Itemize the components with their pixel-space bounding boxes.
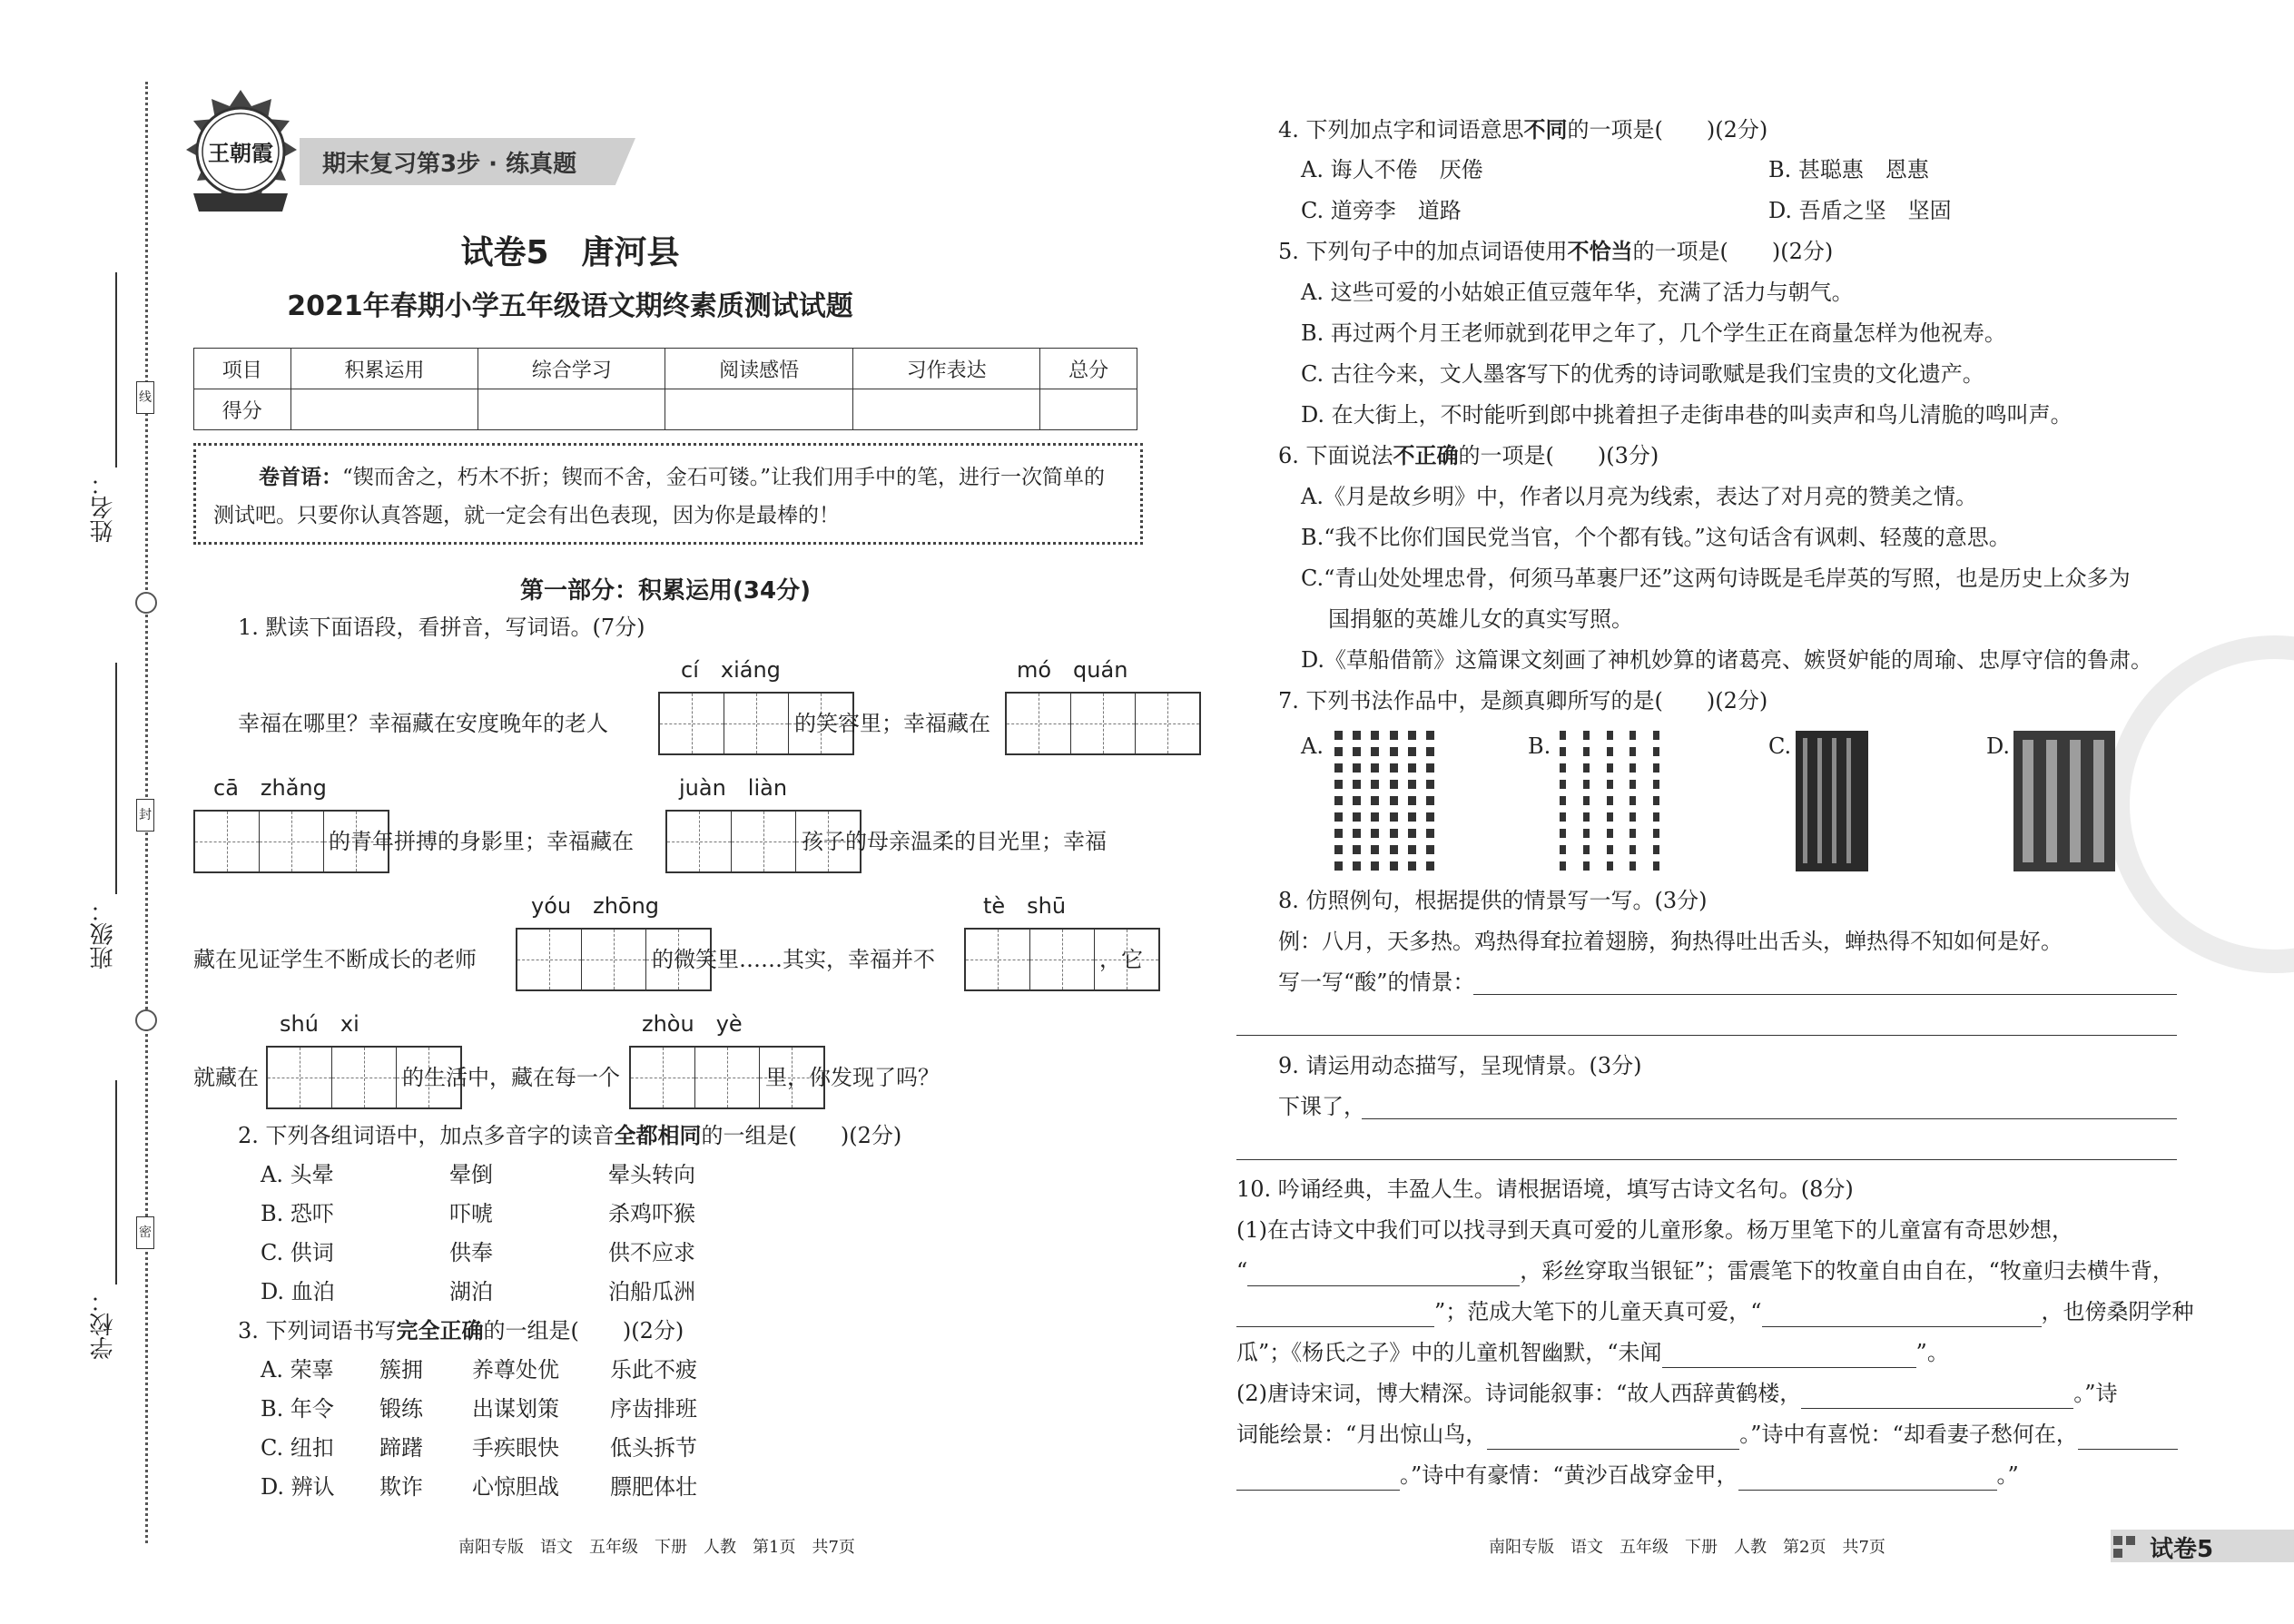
q4-option[interactable]: D. 吾盾之坚 坚固 [1768, 198, 1952, 223]
binding-tag-secret: 密 [136, 1216, 154, 1249]
q2-word: 供奉 [449, 1240, 493, 1265]
q3-word: 膘肥体壮 [610, 1474, 697, 1500]
binding-hole [135, 1009, 157, 1031]
badge-square [2113, 1536, 2122, 1545]
q5-option[interactable]: B. 再过两个月王老师就到花甲之年了，几个学生正在商量怎样为他祝寿。 [1301, 320, 2006, 346]
calligraphy-sample-b [1560, 731, 1659, 876]
q6-option[interactable]: D.《草船借箭》这篇课文刻画了神机妙算的诸葛亮、嫉贤妒能的周瑜、忠厚守信的鲁肃。 [1301, 647, 2153, 673]
q3-option[interactable]: D. 辨认 [261, 1474, 335, 1500]
score-header: 阅读感悟 [665, 349, 852, 389]
q8-prompt: 写一写“酸”的情景： [1278, 969, 1475, 995]
score-header: 习作表达 [852, 349, 1039, 389]
q6-option[interactable]: A.《月是故乡明》中，作者以月亮为线索，表达了对月亮的赞美之情。 [1301, 484, 1977, 509]
preface-label: 卷首语： [259, 465, 342, 489]
q10-paragraph: ”；范成大笔下的儿童天真可爱，“ ，也傍桑阴学种 [1236, 1296, 2194, 1327]
q10-paragraph: (1)在古诗文中我们可以找寻到天真可爱的儿童形象。杨万里笔下的儿童富有奇思妙想， [1236, 1217, 2073, 1243]
binding-hole [135, 592, 157, 614]
q10-blank[interactable] [1801, 1384, 2073, 1409]
q9-answer-line[interactable] [1362, 1118, 2177, 1119]
q9-answer-line[interactable] [1236, 1159, 2177, 1160]
q6-option-continued: 国捐躯的英雄儿女的真实写照。 [1328, 606, 1633, 632]
q6-option[interactable]: C.“青山处处埋忠骨，何须马革裹尸还”这两句诗既是毛岸英的写照，也是历史上众多为 [1301, 566, 2131, 591]
q3-word: 锻练 [379, 1396, 423, 1422]
q8-answer-line[interactable] [1236, 1035, 2177, 1036]
q1-text: 里，你发现了吗？ [765, 1065, 940, 1090]
q10-paragraph: (2)唐诗宋词，博大精深。诗词能叙事：“故人西辞黄鹤楼， 。”诗 [1236, 1378, 2118, 1409]
q8-example: 例：八月，天多热。鸡热得耷拉着翅膀，狗热得吐出舌头，蝉热得不知如何是好。 [1278, 929, 2063, 954]
q10-paragraph: “ ，彩丝穿取当银钲”；雷震笔下的牧童自由自在，“牧童归去横牛背， [1236, 1255, 2174, 1286]
answer-grid-moquan[interactable] [1005, 692, 1201, 755]
q10-blank[interactable] [1662, 1343, 1916, 1368]
q10-blank[interactable] [1487, 1425, 1739, 1450]
score-header: 总分 [1040, 349, 1137, 389]
score-cell[interactable] [290, 389, 478, 430]
score-row-label: 得分 [194, 389, 291, 430]
q1-text: 的青年拼搏的身影里；幸福藏在 [329, 829, 634, 854]
watermark-seal [2106, 635, 2294, 973]
q3-word: 序齿排班 [610, 1396, 697, 1422]
q3-word: 养尊处优 [472, 1357, 559, 1383]
score-header: 积累运用 [290, 349, 478, 389]
q9-prompt: 下课了， [1278, 1094, 1365, 1119]
q4-stem: 4. 下列加点字和词语意思不同的一项是( )(2分) [1278, 117, 1768, 143]
q2-option[interactable]: A. 头晕 [261, 1162, 334, 1187]
q10-blank[interactable] [1738, 1466, 1997, 1491]
logo-text: 王朝霞 [208, 140, 273, 166]
q8-answer-line[interactable] [1473, 994, 2177, 995]
q10-paragraph: 词能绘景：“月出惊山鸟， 。”诗中有喜悦：“却看妻子愁何在， [1236, 1419, 2178, 1450]
q5-option[interactable]: D. 在大街上，不时能听到郎中挑着担子走街串巷的叫卖声和鸟儿清脆的鸣叫声。 [1301, 402, 2072, 428]
pinyin: shú xi [280, 1011, 359, 1037]
q2-word: 晕倒 [449, 1162, 493, 1187]
score-header: 综合学习 [478, 349, 665, 389]
name-label: 姓名： [90, 472, 117, 543]
class-field[interactable] [115, 663, 117, 894]
q7-option-a[interactable]: A. [1301, 733, 1324, 759]
q10-blank[interactable] [1762, 1303, 2042, 1327]
badge-square [2113, 1549, 2122, 1558]
pinyin: cā zhǎng [213, 775, 327, 801]
q10-blank[interactable] [1236, 1466, 1400, 1491]
pinyin: yóu zhōng [531, 893, 660, 919]
q3-word: 手疾眼快 [472, 1435, 559, 1461]
q3-option[interactable]: A. 荣辜 [261, 1357, 334, 1383]
q5-option[interactable]: A. 这些可爱的小姑娘正值豆蔻年华，充满了活力与朝气。 [1301, 280, 1854, 305]
q3-stem: 3. 下列词语书写完全正确的一组是( )(2分) [238, 1318, 684, 1343]
pinyin: juàn liàn [679, 775, 788, 801]
q10-blank[interactable] [1236, 1303, 1434, 1327]
score-table-header-row [194, 349, 1137, 389]
q10-paragraph: 瓜”；《杨氏之子》中的儿童机智幽默，“未闻 ”。 [1236, 1337, 1949, 1368]
q1-text: ，它 [1099, 947, 1143, 972]
pinyin: cí xiáng [681, 657, 781, 683]
q1-text: 藏在见证学生不断成长的老师 [193, 947, 477, 972]
score-cell[interactable] [852, 389, 1039, 430]
q5-stem: 5. 下列句子中的加点词语使用不恰当的一项是( )(2分) [1278, 239, 1834, 264]
q2-stem: 2. 下列各组词语中，加点多音字的读音全都相同的一组是( )(2分) [238, 1123, 902, 1148]
q2-option[interactable]: C. 供词 [261, 1240, 334, 1265]
page-footer-right: 南阳专版 语文 五年级 下册 人教 第2页 共7页 [1489, 1538, 1885, 1557]
q1-stem: 1. 默读下面语段，看拼音，写词语。(7分) [238, 615, 645, 640]
q4-option[interactable]: A. 诲人不倦 厌倦 [1301, 157, 1483, 182]
q3-option[interactable]: B. 年令 [261, 1396, 334, 1422]
q10-blank[interactable] [1247, 1262, 1520, 1286]
preface-text: “锲而舍之，朽木不折；锲而不舍，金石可镂。”让我们用手中的笔，进行一次简单的测试吧。只要你认真答题，就一定会有出色表现，因为你是最棒的！ [213, 466, 1106, 527]
name-field[interactable] [115, 272, 117, 468]
q2-word: 晕头转向 [608, 1162, 695, 1187]
q2-word: 湖泊 [449, 1279, 493, 1304]
q10-blank[interactable] [2078, 1425, 2178, 1450]
q8-stem: 8. 仿照例句，根据提供的情景写一写。(3分) [1278, 888, 1708, 913]
q2-word: 泊船瓜洲 [608, 1279, 695, 1304]
calligraphy-sample-a [1334, 731, 1434, 876]
calligraphy-sample-c [1796, 731, 1868, 871]
exam-title: 试卷5 唐河县 [460, 234, 680, 271]
school-field[interactable] [115, 1080, 117, 1284]
q6-stem: 6. 下面说法不正确的一项是( )(3分) [1278, 443, 1659, 468]
q3-word: 心惊胆战 [472, 1474, 559, 1500]
q7-option-c[interactable]: C. [1768, 733, 1792, 759]
q1-text: 的微笑里……其实，幸福并不 [652, 947, 935, 972]
q7-option-b[interactable]: B. [1528, 733, 1551, 759]
q7-option-d[interactable]: D. [1986, 733, 2011, 759]
q10-paragraph: 。”诗中有豪情：“黄沙百战穿金甲， 。” [1236, 1460, 2019, 1491]
q2-option[interactable]: B. 恐吓 [261, 1201, 334, 1226]
score-cell[interactable] [1040, 389, 1137, 430]
page-badge: 试卷5 [2150, 1536, 2214, 1563]
q1-text: 就藏在 [193, 1065, 259, 1090]
q3-word: 低头拆节 [610, 1435, 697, 1461]
binding-tag-line: 线 [136, 381, 154, 414]
score-cell[interactable] [478, 389, 665, 430]
q3-word: 欺诈 [379, 1474, 423, 1500]
q10-stem: 10. 吟诵经典，丰盈人生。请根据语境，填写古诗文名句。(8分) [1236, 1176, 1854, 1202]
q1-text: 的笑容里；幸福藏在 [794, 711, 990, 736]
q1-text: 孩子的母亲温柔的目光里；幸福 [802, 829, 1107, 854]
q2-word: 吓唬 [449, 1201, 493, 1226]
q3-option[interactable]: C. 纽扣 [261, 1435, 334, 1461]
q3-word: 出谋划策 [472, 1396, 559, 1422]
q4-option[interactable]: C. 道旁李 道路 [1301, 198, 1462, 223]
badge-square [2126, 1536, 2135, 1545]
q2-word: 杀鸡吓猴 [608, 1201, 695, 1226]
binding-tag-seal: 封 [136, 799, 154, 832]
q3-word: 蹄躇 [379, 1435, 423, 1461]
q5-option[interactable]: C. 古往今来，文人墨客写下的优秀的诗词歌赋是我们宝贵的文化遗产。 [1301, 361, 1984, 387]
score-header: 项目 [194, 349, 291, 389]
score-table-score-row [194, 389, 1137, 430]
exam-subtitle: 2021年春期小学五年级语文期终素质测试试题 [287, 290, 853, 322]
pinyin: tè shū [983, 893, 1067, 919]
q7-stem: 7. 下列书法作品中，是颜真卿所写的是( )(2分) [1278, 688, 1768, 714]
banner-text: 期末复习第3步 · 练真题 [322, 151, 577, 178]
q1-text: 幸福在哪里？幸福藏在安度晚年的老人 [238, 711, 608, 736]
class-label: 班级： [90, 899, 117, 969]
q2-word: 供不应求 [608, 1240, 695, 1265]
preface [213, 458, 1121, 535]
logo-emblem [177, 86, 304, 222]
q1-text: 的生活中，藏在每一个 [402, 1065, 620, 1090]
q2-option[interactable]: D. 血泊 [261, 1279, 335, 1304]
page-footer-left: 南阳专版 语文 五年级 下册 人教 第1页 共7页 [458, 1538, 855, 1557]
part1-title: 第一部分：积累运用(34分) [520, 577, 811, 605]
calligraphy-sample-d [2013, 731, 2115, 871]
q4-option[interactable]: B. 甚聪惠 恩惠 [1768, 157, 1929, 182]
score-cell[interactable] [665, 389, 852, 430]
q3-word: 簇拥 [379, 1357, 423, 1383]
school-label: 学校： [90, 1289, 117, 1360]
pinyin: zhòu yè [642, 1011, 743, 1037]
q6-option[interactable]: B.“我不比你们国民党当官，个个都有钱。”这句话含有讽刺、轻蔑的意思。 [1301, 525, 2011, 550]
score-table [193, 348, 1137, 430]
q3-word: 乐此不疲 [610, 1357, 697, 1383]
q9-stem: 9. 请运用动态描写，呈现情景。(3分) [1278, 1053, 1642, 1078]
pinyin: mó quán [1017, 657, 1128, 683]
